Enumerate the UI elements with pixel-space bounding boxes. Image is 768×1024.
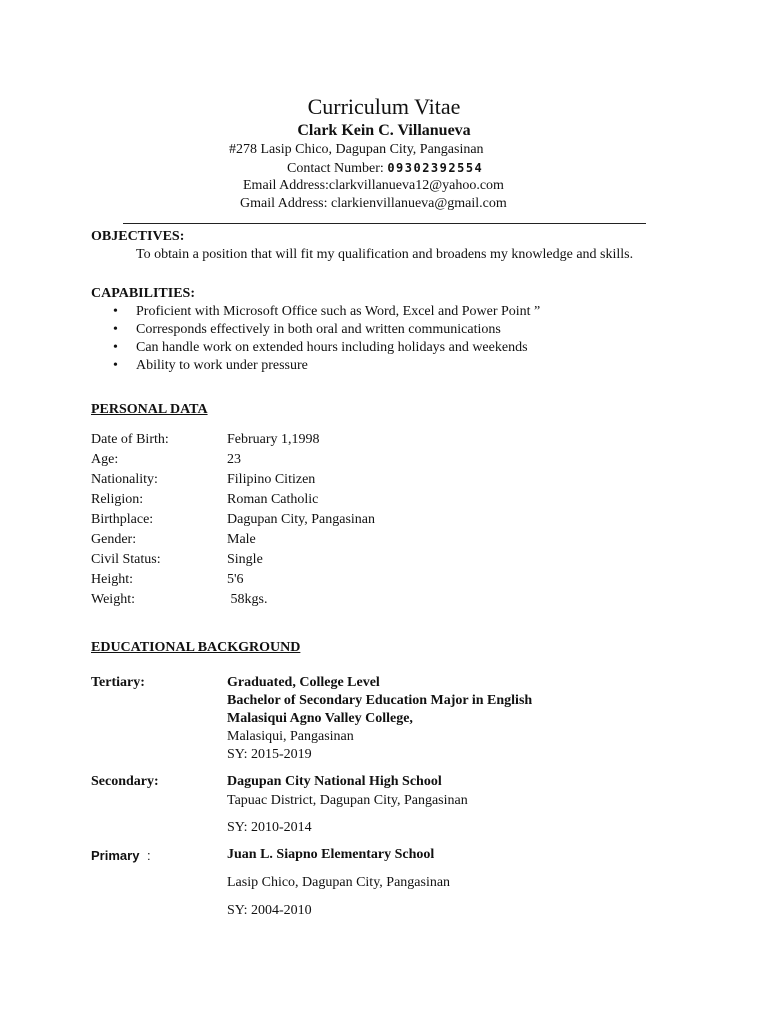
personal-data-heading: PERSONAL DATA xyxy=(91,402,208,417)
field-value: February 1,1998 xyxy=(227,432,320,447)
contact-number: 09302392554 xyxy=(387,161,484,175)
list-item: Proficient with Microsoft Office such as Word, Excel and Power Point ” xyxy=(136,304,541,319)
objectives-heading: OBJECTIVES: xyxy=(91,229,185,244)
primary-label-line xyxy=(91,847,151,865)
list-item: Can handle work on extended hours including holidays and weekends xyxy=(136,340,528,355)
primary-label: Primary xyxy=(91,848,140,863)
field-value: 23 xyxy=(227,452,241,467)
address-line: #278 Lasip Chico, Dagupan City, Pangasinan xyxy=(229,142,484,157)
field-label: Birthplace: xyxy=(91,512,154,527)
primary-school: Juan L. Siapno Elementary School xyxy=(227,847,435,862)
bullet-icon: • xyxy=(113,340,118,355)
tertiary-school: Malasiqui Agno Valley College, xyxy=(227,711,413,726)
field-label: Gender: xyxy=(91,532,137,547)
education-heading: EDUCATIONAL BACKGROUND xyxy=(91,640,301,655)
tertiary-degree: Bachelor of Secondary Education Major in English xyxy=(227,693,533,708)
objectives-text: To obtain a position that will fit my qualification and broadens my knowledge and skills. xyxy=(136,247,634,262)
tertiary-label: Tertiary: xyxy=(91,675,145,690)
primary-sy: SY: 2004-2010 xyxy=(227,903,312,918)
field-label: Age: xyxy=(91,452,119,467)
applicant-name: Clark Kein C. Villanueva xyxy=(297,122,471,139)
field-value: Dagupan City, Pangasinan xyxy=(227,512,376,527)
field-label: Nationality: xyxy=(91,472,158,487)
secondary-school: Dagupan City National High School xyxy=(227,774,442,789)
field-value: Filipino Citizen xyxy=(227,472,316,487)
field-label: Date of Birth: xyxy=(91,432,169,447)
field-label: Religion: xyxy=(91,492,144,507)
tertiary-status: Graduated, College Level xyxy=(227,675,380,690)
field-value: Roman Catholic xyxy=(227,492,319,507)
primary-location: Lasip Chico, Dagupan City, Pangasinan xyxy=(227,875,451,890)
primary-colon: : xyxy=(147,848,151,863)
document-title: Curriculum Vitae xyxy=(307,94,461,119)
contact-label: Contact Number: xyxy=(287,161,384,176)
secondary-label: Secondary: xyxy=(91,774,159,789)
bullet-icon: • xyxy=(113,322,118,337)
capabilities-heading: CAPABILITIES: xyxy=(91,286,195,301)
contact-line xyxy=(287,159,483,178)
secondary-location: Tapuac District, Dagupan City, Pangasinan xyxy=(227,793,468,808)
tertiary-location: Malasiqui, Pangasinan xyxy=(227,729,354,744)
list-item: Ability to work under pressure xyxy=(136,358,308,373)
bullet-icon: • xyxy=(113,304,118,319)
field-label: Civil Status: xyxy=(91,552,161,567)
field-label: Height: xyxy=(91,572,133,587)
secondary-sy: SY: 2010-2014 xyxy=(227,820,312,835)
field-label: Weight: xyxy=(91,592,135,607)
header-divider xyxy=(123,223,646,224)
field-value: 58kgs. xyxy=(227,592,268,607)
field-value: 5'6 xyxy=(227,572,244,587)
gmail-line: Gmail Address: clarkienvillanueva@gmail.com xyxy=(240,196,507,211)
list-item: Corresponds effectively in both oral and written communications xyxy=(136,322,501,337)
field-value: Single xyxy=(227,552,263,567)
email-line: Email Address:clarkvillanueva12@yahoo.com xyxy=(243,178,504,193)
tertiary-sy: SY: 2015-2019 xyxy=(227,747,312,762)
field-value: Male xyxy=(227,532,256,547)
bullet-icon: • xyxy=(113,358,118,373)
